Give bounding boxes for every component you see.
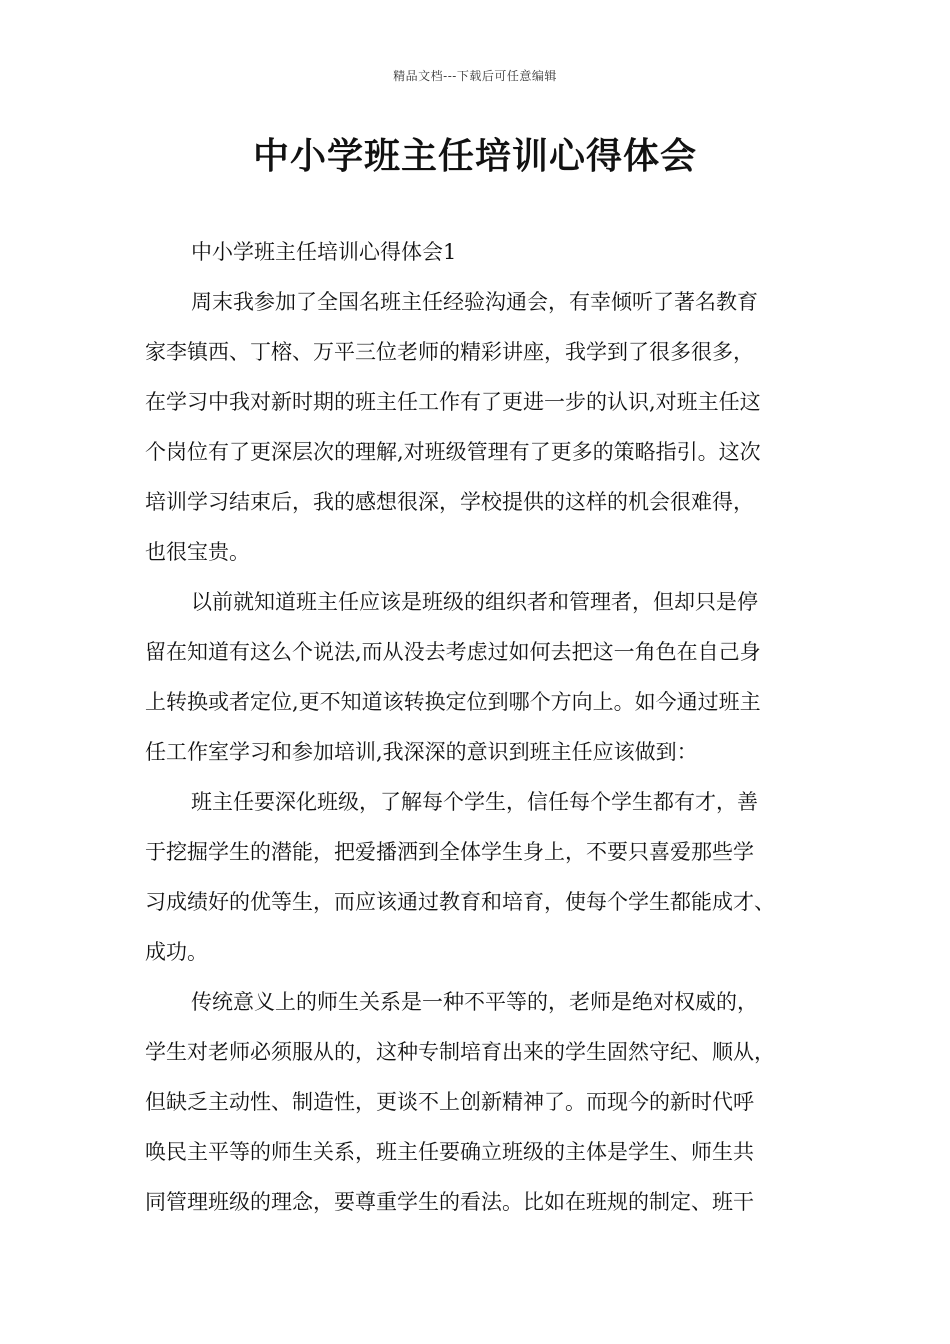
paragraph-3	[145, 783, 835, 983]
page-header: 精品文档---下载后可任意编辑	[393, 69, 557, 83]
paragraph-line: 学生对老师必须服从的，这种专制培育出来的学生固然守纪、顺从，	[145, 1040, 775, 1064]
document-title: 中小学班主任培训心得体会	[252, 135, 697, 177]
paragraph-4	[145, 983, 835, 1233]
paragraph-line: 于挖掘学生的潜能，把爱播洒到全体学生身上，不要只喜爱那些学	[145, 840, 754, 864]
paragraph-line: 个岗位有了更深层次的理解,对班级管理有了更多的策略指引。这次	[145, 440, 761, 464]
section-heading: 中小学班主任培训心得体会1	[191, 240, 457, 264]
paragraph-line: 周末我参加了全国名班主任经验沟通会，有幸倾听了著名教育	[191, 290, 758, 314]
paragraph-line: 培训学习结束后，我的感想很深，学校提供的这样的机会很难得，	[145, 490, 754, 514]
paragraph-line: 在学习中我对新时期的班主任工作有了更进一步的认识,对班主任这	[145, 390, 761, 414]
paragraph-line: 上转换或者定位,更不知道该转换定位到哪个方向上。如今通过班主	[145, 690, 761, 714]
paragraph-line: 任工作室学习和参加培训,我深深的意识到班主任应该做到：	[145, 740, 698, 764]
paragraph-line: 唤民主平等的师生关系，班主任要确立班级的主体是学生、师生共	[145, 1140, 754, 1164]
paragraph-line: 以前就知道班主任应该是班级的组织者和管理者，但却只是停	[191, 590, 758, 614]
paragraph-line: 传统意义上的师生关系是一种不平等的，老师是绝对权威的，	[191, 990, 758, 1014]
paragraph-line: 班主任要深化班级，了解每个学生，信任每个学生都有才，善	[191, 790, 758, 814]
paragraph-line: 家李镇西、丁榕、万平三位老师的精彩讲座，我学到了很多很多，	[145, 340, 754, 364]
paragraph-line: 留在知道有这么个说法,而从没去考虑过如何去把这一角色在自己身	[145, 640, 761, 664]
document-body	[145, 233, 835, 1233]
paragraph-2	[145, 583, 835, 783]
paragraph-line: 习成绩好的优等生，而应该通过教育和培育，使每个学生都能成才、	[145, 890, 775, 914]
paragraph-line: 但缺乏主动性、制造性，更谈不上创新精神了。而现今的新时代呼	[145, 1090, 754, 1114]
paragraph-line: 同管理班级的理念，要尊重学生的看法。比如在班规的制定、班干	[145, 1190, 754, 1214]
paragraph-1	[145, 283, 835, 583]
paragraph-line: 成功。	[145, 940, 208, 964]
paragraph-line: 也很宝贵。	[145, 540, 250, 564]
